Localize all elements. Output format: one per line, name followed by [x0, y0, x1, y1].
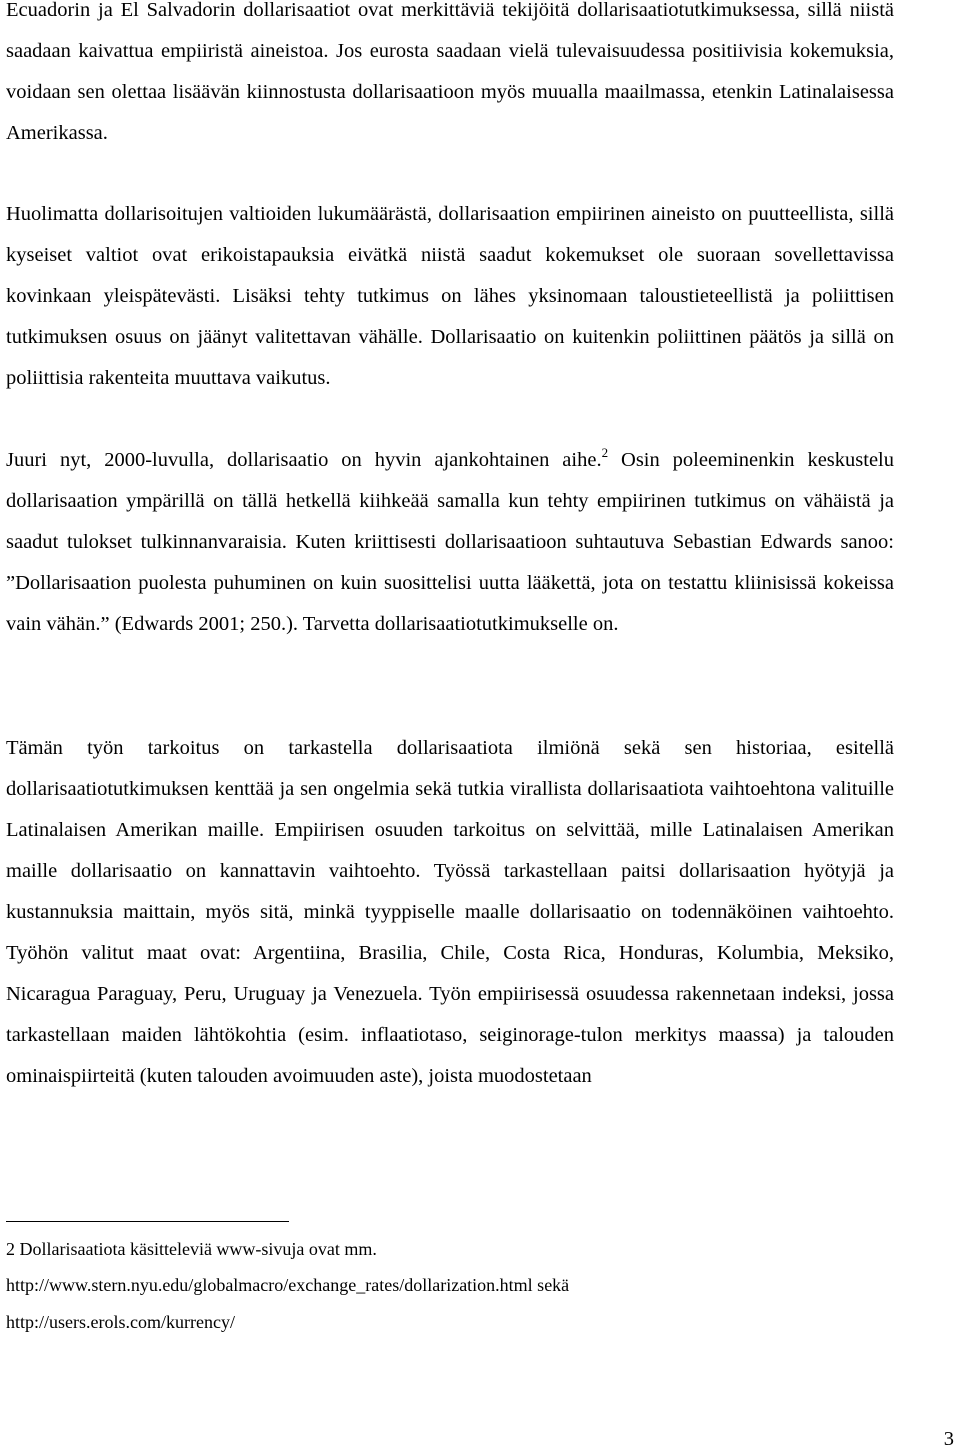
paragraph-purpose-of-study: Tämän työn tarkoitus on tarkastella dollarisaatiota ilmiönä sekä sen historiaa, esitellä dollarisaatiotutkimuksen kenttää ja sen ongelmia sekä tutkia virallista dollarisaatiota vaihtoehtona valituille Latinalaisen Amerikan maille. Empiirisen osuuden tarkoitus on selvittää, mille Latinalaisen Amerikan maille dollarisaatio on kannattavin vaihtoehto. Työssä tarkastellaan paitsi dollarisaation hyötyjä ja kustannuksia maittain, myös sitä, minkä tyyppiselle maalle dollarisaatio on todennäköinen vaihtoehto. Työhön valitut maat ovat: Argentiina, Brasilia, Chile, Costa Rica, Honduras, Kolumbia, Meksiko, Nicaragua Paraguay, Peru, Uruguay ja Venezuela. Työn empiirisessä osuudessa rakennetaan indeksi, jossa tarkastellaan maiden lähtökohtia (esim. inflaatiotaso, seiginorage-tulon merkitys maassa) ja talouden ominaispiirteitä (kuten talouden avoimuuden aste), joista muodostetaan	[6, 737, 894, 1087]
paragraph-empirical-material: Huolimatta dollarisoitujen valtioiden lukumäärästä, dollarisaation empiirinen aineisto on puutteellista, sillä kyseiset valtiot ovat erikoistapauksia eivätkä niistä saadut kokemukset ole suoraan sovellettavissa kovinkaan yleispätevästi. Lisäksi tehty tutkimus on lähes yksinomaan taloustieteellistä ja poliittisen tutkimuksen osuus on jäänyt valitettavan vähälle. Dollarisaatio on kuitenkin poliittinen päätös ja sillä on poliittisia rakenteita muuttava vaikutus.	[6, 203, 894, 389]
page-number: 3	[943, 1428, 954, 1450]
paragraph-dollarization-examples: Ecuadorin ja El Salvadorin dollarisaatiot ovat merkittäviä tekijöitä dollarisaatiotutkimuksessa, sillä niistä saadaan kaivattua empiiristä aineistoa. Jos eurosta saadaan vielä tulevaisuudessa positiivisia kokemuksia, voidaan sen olettaa lisäävän kiinnostusta dollarisaatioon myös muualla maailmassa, etenkin Latinalaisessa Amerikassa.	[6, 0, 894, 144]
footnote-reference: 2	[601, 445, 609, 460]
footnote-link-stern[interactable]: http://www.stern.nyu.edu/globalmacro/exchange_rates/dollarization.html sekä	[6, 1275, 570, 1295]
footnote-separator	[6, 1221, 289, 1222]
topicality-text-rest: Osin poleeminenkin keskustelu dollarisaation ympärillä on tällä hetkellä kiihkeää samalla kun tehty empiirinen tutkimus on vähäistä ja saadut tulokset tulkinnanvaraisia. Kuten kriittisesti dollarisaatioon suhtautuva Sebastian Edwards sanoo: ”Dollarisaation puolesta puhuminen on kuin suosittelisi uutta lääkettä, jota on testattu kliinisissä kokeissa vain vähän.” (Edwards 2001; 250.). Tarvetta dollarisaatiotutkimukselle on.	[6, 449, 895, 635]
topicality-text-start: Juuri nyt, 2000-luvulla, dollarisaatio on hyvin ajankohtainen aihe.	[6, 449, 602, 471]
paragraph-topicality	[6, 440, 894, 645]
footnote-line-1: 2 Dollarisaatiota käsitteleviä www-sivuja ovat mm.	[6, 1239, 377, 1259]
footnote-link-erols[interactable]: http://users.erols.com/kurrency/	[6, 1312, 235, 1332]
